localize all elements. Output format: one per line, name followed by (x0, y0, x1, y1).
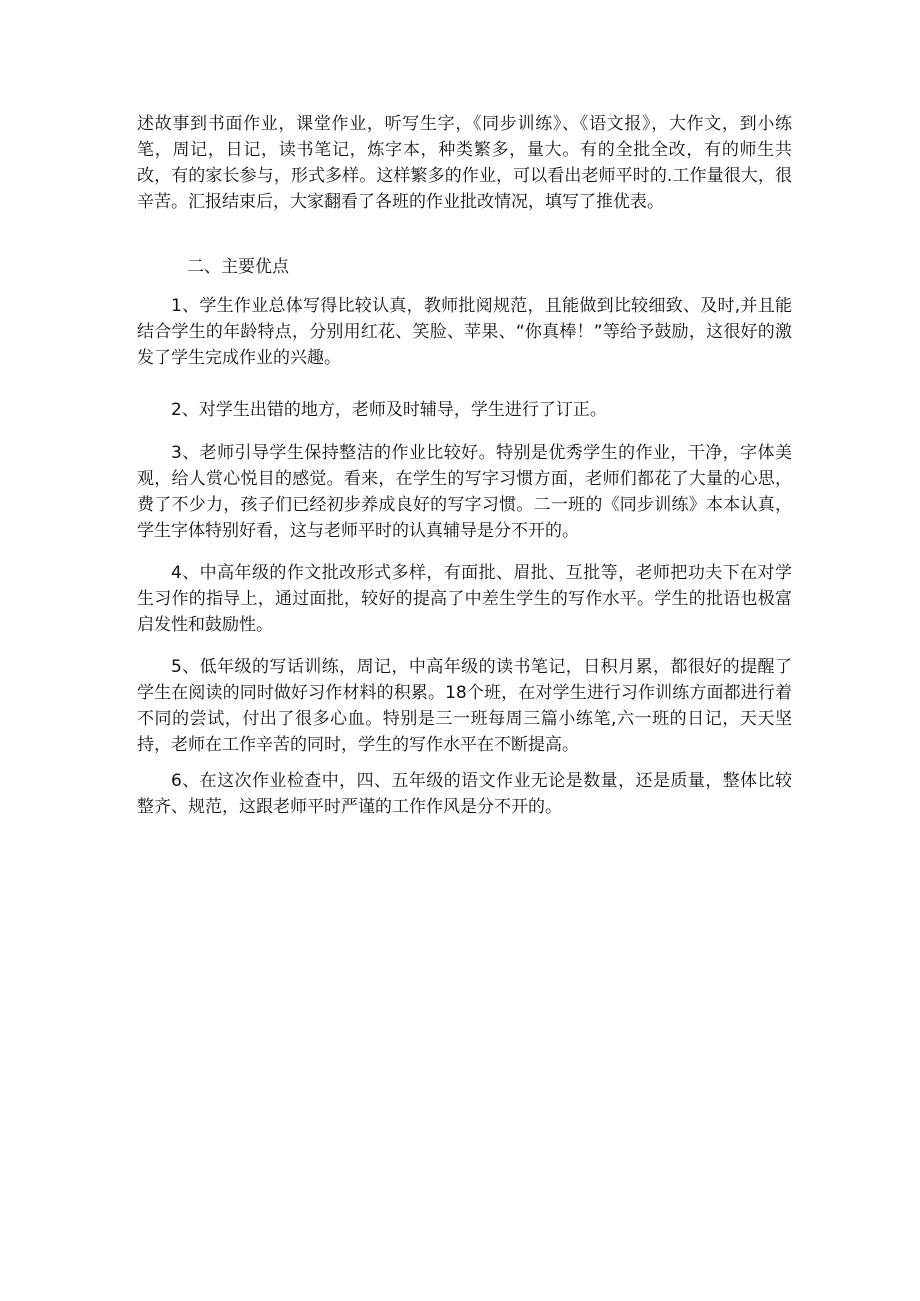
paragraph-point-1: 1、学生作业总体写得比较认真，教师批阅规范，且能做到比较细致、及时,并且能结合学生的年龄特点，分别用红花、笑脸、苹果、“你真棒！”等给予鼓励，这很好的激发了学生完成作业的兴趣。 (137, 296, 792, 368)
paragraph-point-4: 4、中高年级的作文批改形式多样，有面批、眉批、互批等，老师把功夫下在对学生习作的指导上，通过面批，较好的提高了中差生学生的写作水平。学生的批语也极富启发性和鼓励性。 (137, 563, 792, 635)
paragraph-point-6: 6、在这次作业检查中，四、五年级的语文作业无论是数量，还是质量，整体比较整齐、规范，这跟老师平时严谨的工作作风是分不开的。 (137, 771, 792, 817)
paragraph-point-3: 3、老师引导学生保持整洁的作业比较好。特别是优秀学生的作业，干净，字体美观，给人赏心悦目的感觉。看来，在学生的写字习惯方面，老师们都花了大量的心思，费了不少力，孩子们已经初步养成良好的写字习惯。二一班的《同步训练》本本认真，学生字体特别好看，这与老师平时的认真辅导是分不开的。 (137, 443, 792, 541)
section-heading-main-strengths: 二、主要优点 (187, 257, 289, 277)
paragraph-continued-intro: 述故事到书面作业，课堂作业，听写生字，《同步训练》、《语文报》，大作文，到小练笔，周记，日记，读书笔记，炼字本，种类繁多，量大。有的全批全改，有的师生共改，有的家长参与，形式多样。这样繁多的作业，可以看出老师平时的.工作量很大，很辛苦。汇报结束后，大家翻看了各班的作业批改情况，填写了推优表。 (137, 114, 792, 212)
paragraph-point-2: 2、对学生出错的地方，老师及时辅导，学生进行了订正。 (171, 400, 607, 420)
paragraph-point-5: 5、低年级的写话训练，周记，中高年级的读书笔记，日积月累，都很好的提醒了学生在阅读的同时做好习作材料的积累。18个班，在对学生进行习作训练方面都进行着不同的尝试，付出了很多心血。特别是三一班每周三篇小练笔,六一班的日记，天天坚持，老师在工作辛苦的同时，学生的写作水平在不断提高。 (137, 657, 792, 755)
